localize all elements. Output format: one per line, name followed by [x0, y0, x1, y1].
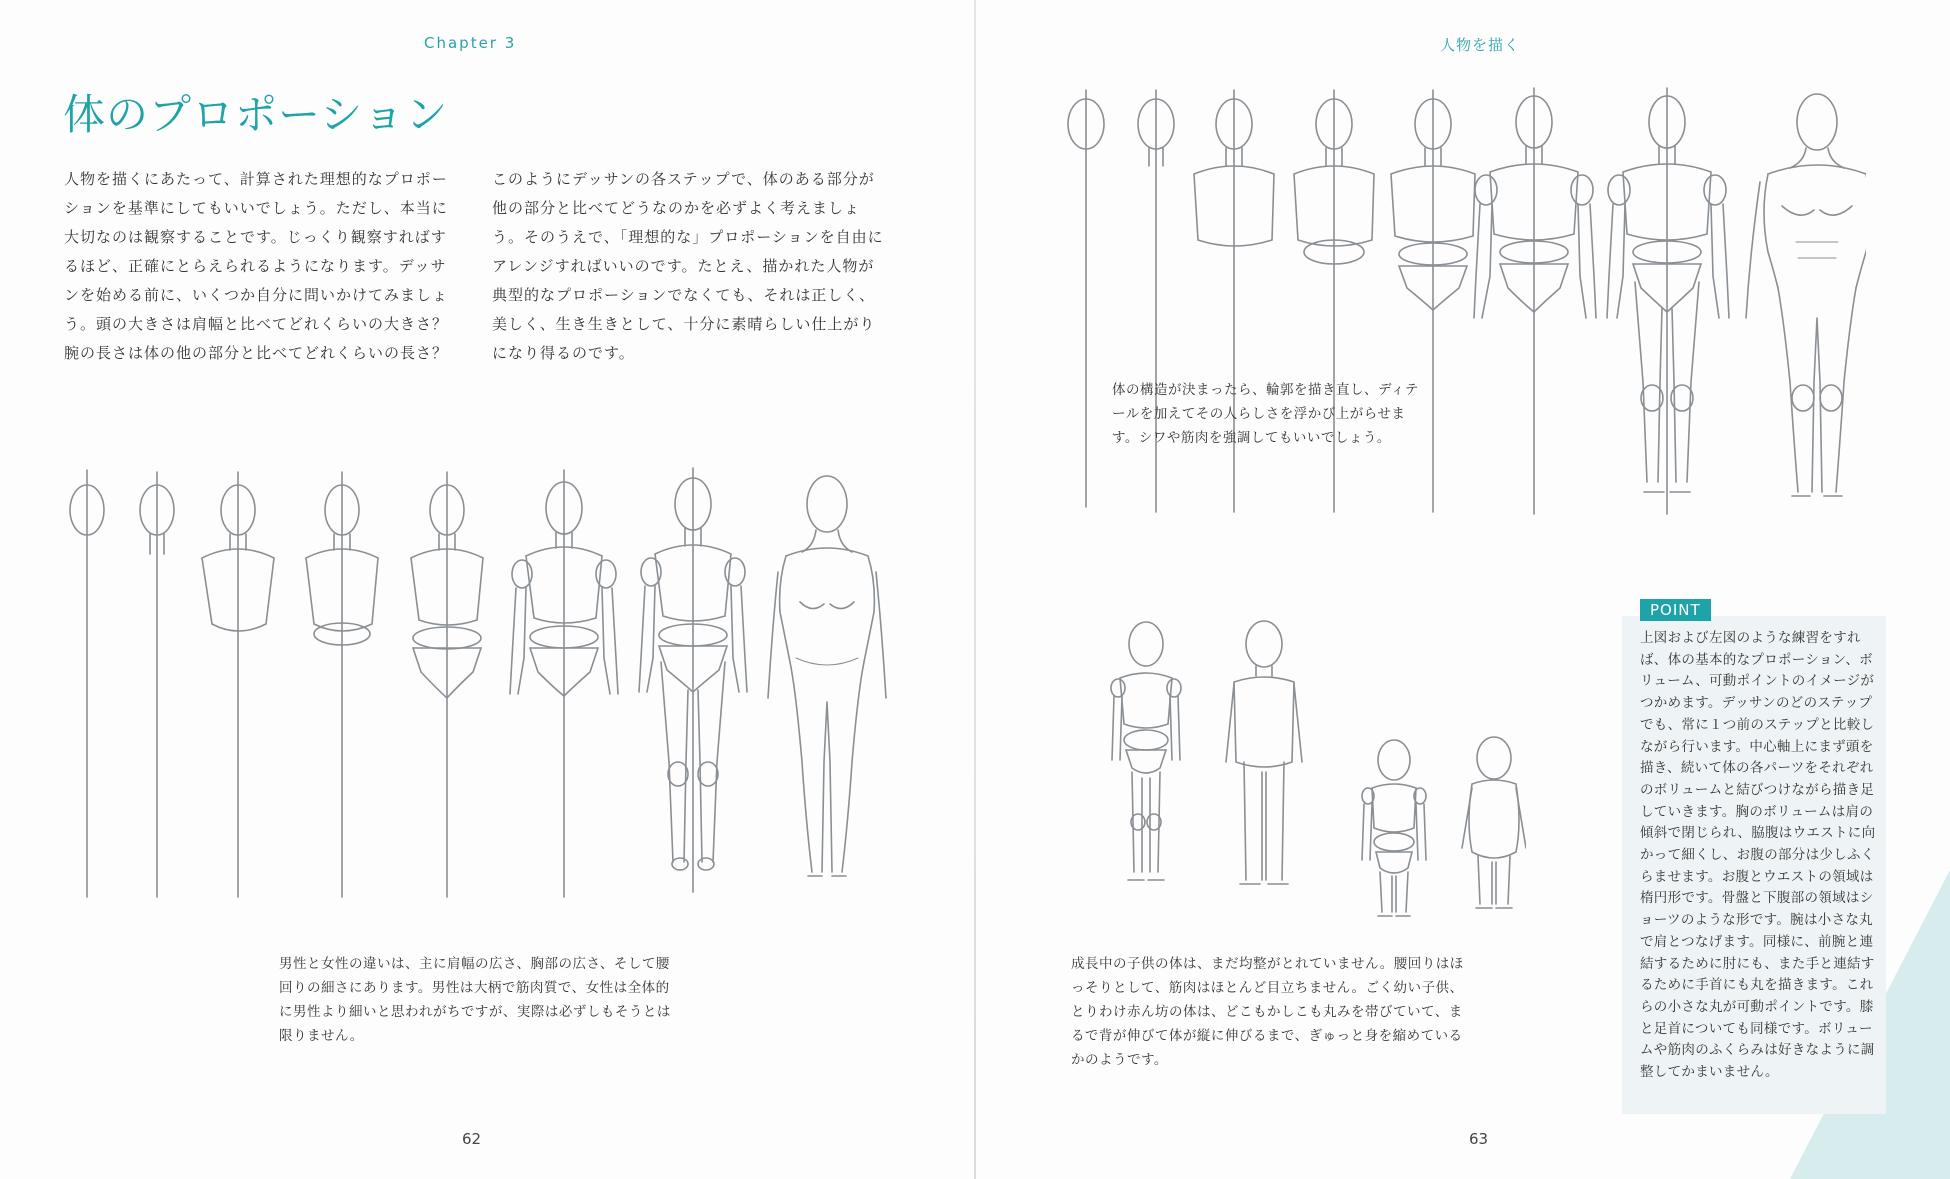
male-stage-1 — [1068, 90, 1104, 507]
intro-paragraph-2: このようにデッサンの各ステップで、体のある部分が他の部分と比べてどうなのかを必ずよく考えましょう。そのうえで、「理想的な」プロポーションを自由にアレンジすればいいのです。たとえ、描かれた人物が典型的なプロポーションでなくても、それは正しく、美しく、生き生きとして、十分に素晴らしい仕上がりになり得るのです。 — [492, 170, 884, 362]
figure-stage-1 — [70, 470, 104, 897]
child-stage-4 — [1462, 737, 1526, 908]
figure-stage-5 — [411, 472, 483, 897]
intro-paragraph-1: 人物を描くにあたって、計算された理想的なプロポーションを基準にしてもいいでしょう。ただし、本当に大切なのは観察することです。じっくり観察すればするほど、正確にとらえられるようになります。デッサンを始める前に、いくつか自分に問いかけてみましょう。頭の大きさは肩幅と比べてどれくらいの大きさ？ 腕の長さは体の他の部分と比べてどれくらいの長さ？ — [64, 170, 449, 362]
child-proportion-figure — [1106, 612, 1526, 932]
figure-stage-8 — [768, 476, 886, 876]
figure-stage-4 — [306, 472, 378, 897]
child-stage-2 — [1226, 621, 1302, 884]
child-stage-3 — [1362, 740, 1426, 916]
page-number-right: 63 — [1469, 1130, 1489, 1148]
figure-stage-6 — [510, 470, 618, 897]
point-label: POINT — [1640, 599, 1711, 621]
female-proportion-sequence-figure — [56, 462, 896, 902]
detail-caption: 体の構造が決まったら、輪郭を描き直し、ディテールを加えてその人らしさを浮かび上がらせます。シワや筋肉を強調してもいいでしょう。 — [1112, 382, 1419, 446]
figure-stage-3 — [202, 472, 274, 897]
figure-stage-2 — [140, 472, 174, 897]
male-stage-7 — [1607, 88, 1729, 514]
male-stage-8 — [1746, 94, 1866, 496]
gender-caption: 男性と女性の違いは、主に肩幅の広さ、胸部の広さ、そして腰回りの細さにあります。男性は大柄で筋肉質で、女性は全体的に男性より細いと思われがちですが、実際は必ずしもそうとは限りません。 — [279, 956, 671, 1044]
page-title: 体のプロポーション — [63, 90, 449, 139]
running-head-right: 人物を描く — [1440, 36, 1521, 54]
point-text: 上図および左図のような練習をすれば、体の基本的なプロポーション、ボリューム、可動ポイントのイメージがつかめます。デッサンのどのステップでも、常に１つ前のステップと比較しながら行います。中心軸上にまず頭を描き、続いて体の各パーツをそれぞれのボリュームと結びつけながら描き足していきます。胸のボリュームは肩の傾斜で閉じられ、脇腹はウエストに向かって細くし、お腹の部分は少しふくらませます。お腹とウエストの領域は楕円形です。骨盤と下腹部の領域はショーツのような形です。腕は小さな丸で肩とつなげます。同様に、前腕と連結するために肘にも、また手と連結するために手首にも丸を描きます。これらの小さな丸が可動ポイントです。膝と足首についても同様です。ボリュームや筋肉のふくらみは好きなように調整してかまいません。 — [1640, 630, 1876, 1081]
running-head-left: Chapter 3 — [424, 34, 517, 52]
child-stage-1 — [1111, 622, 1181, 880]
male-stage-6 — [1474, 88, 1596, 514]
figure-stage-7 — [639, 468, 747, 892]
left-page — [0, 0, 974, 1179]
children-caption: 成長中の子供の体は、まだ均整がとれていません。腰回りはほっそりとして、筋肉はほとんど目立ちません。ごく幼い子供、とりわけ赤ん坊の体は、どこもかしこも丸みを帯びていて、まるで背が伸びて体が縦に伸びるまで、ぎゅっと身を縮めているかのようです。 — [1071, 956, 1464, 1068]
male-proportion-sequence-figure — [1066, 82, 1866, 522]
page-number-left: 62 — [462, 1130, 482, 1148]
